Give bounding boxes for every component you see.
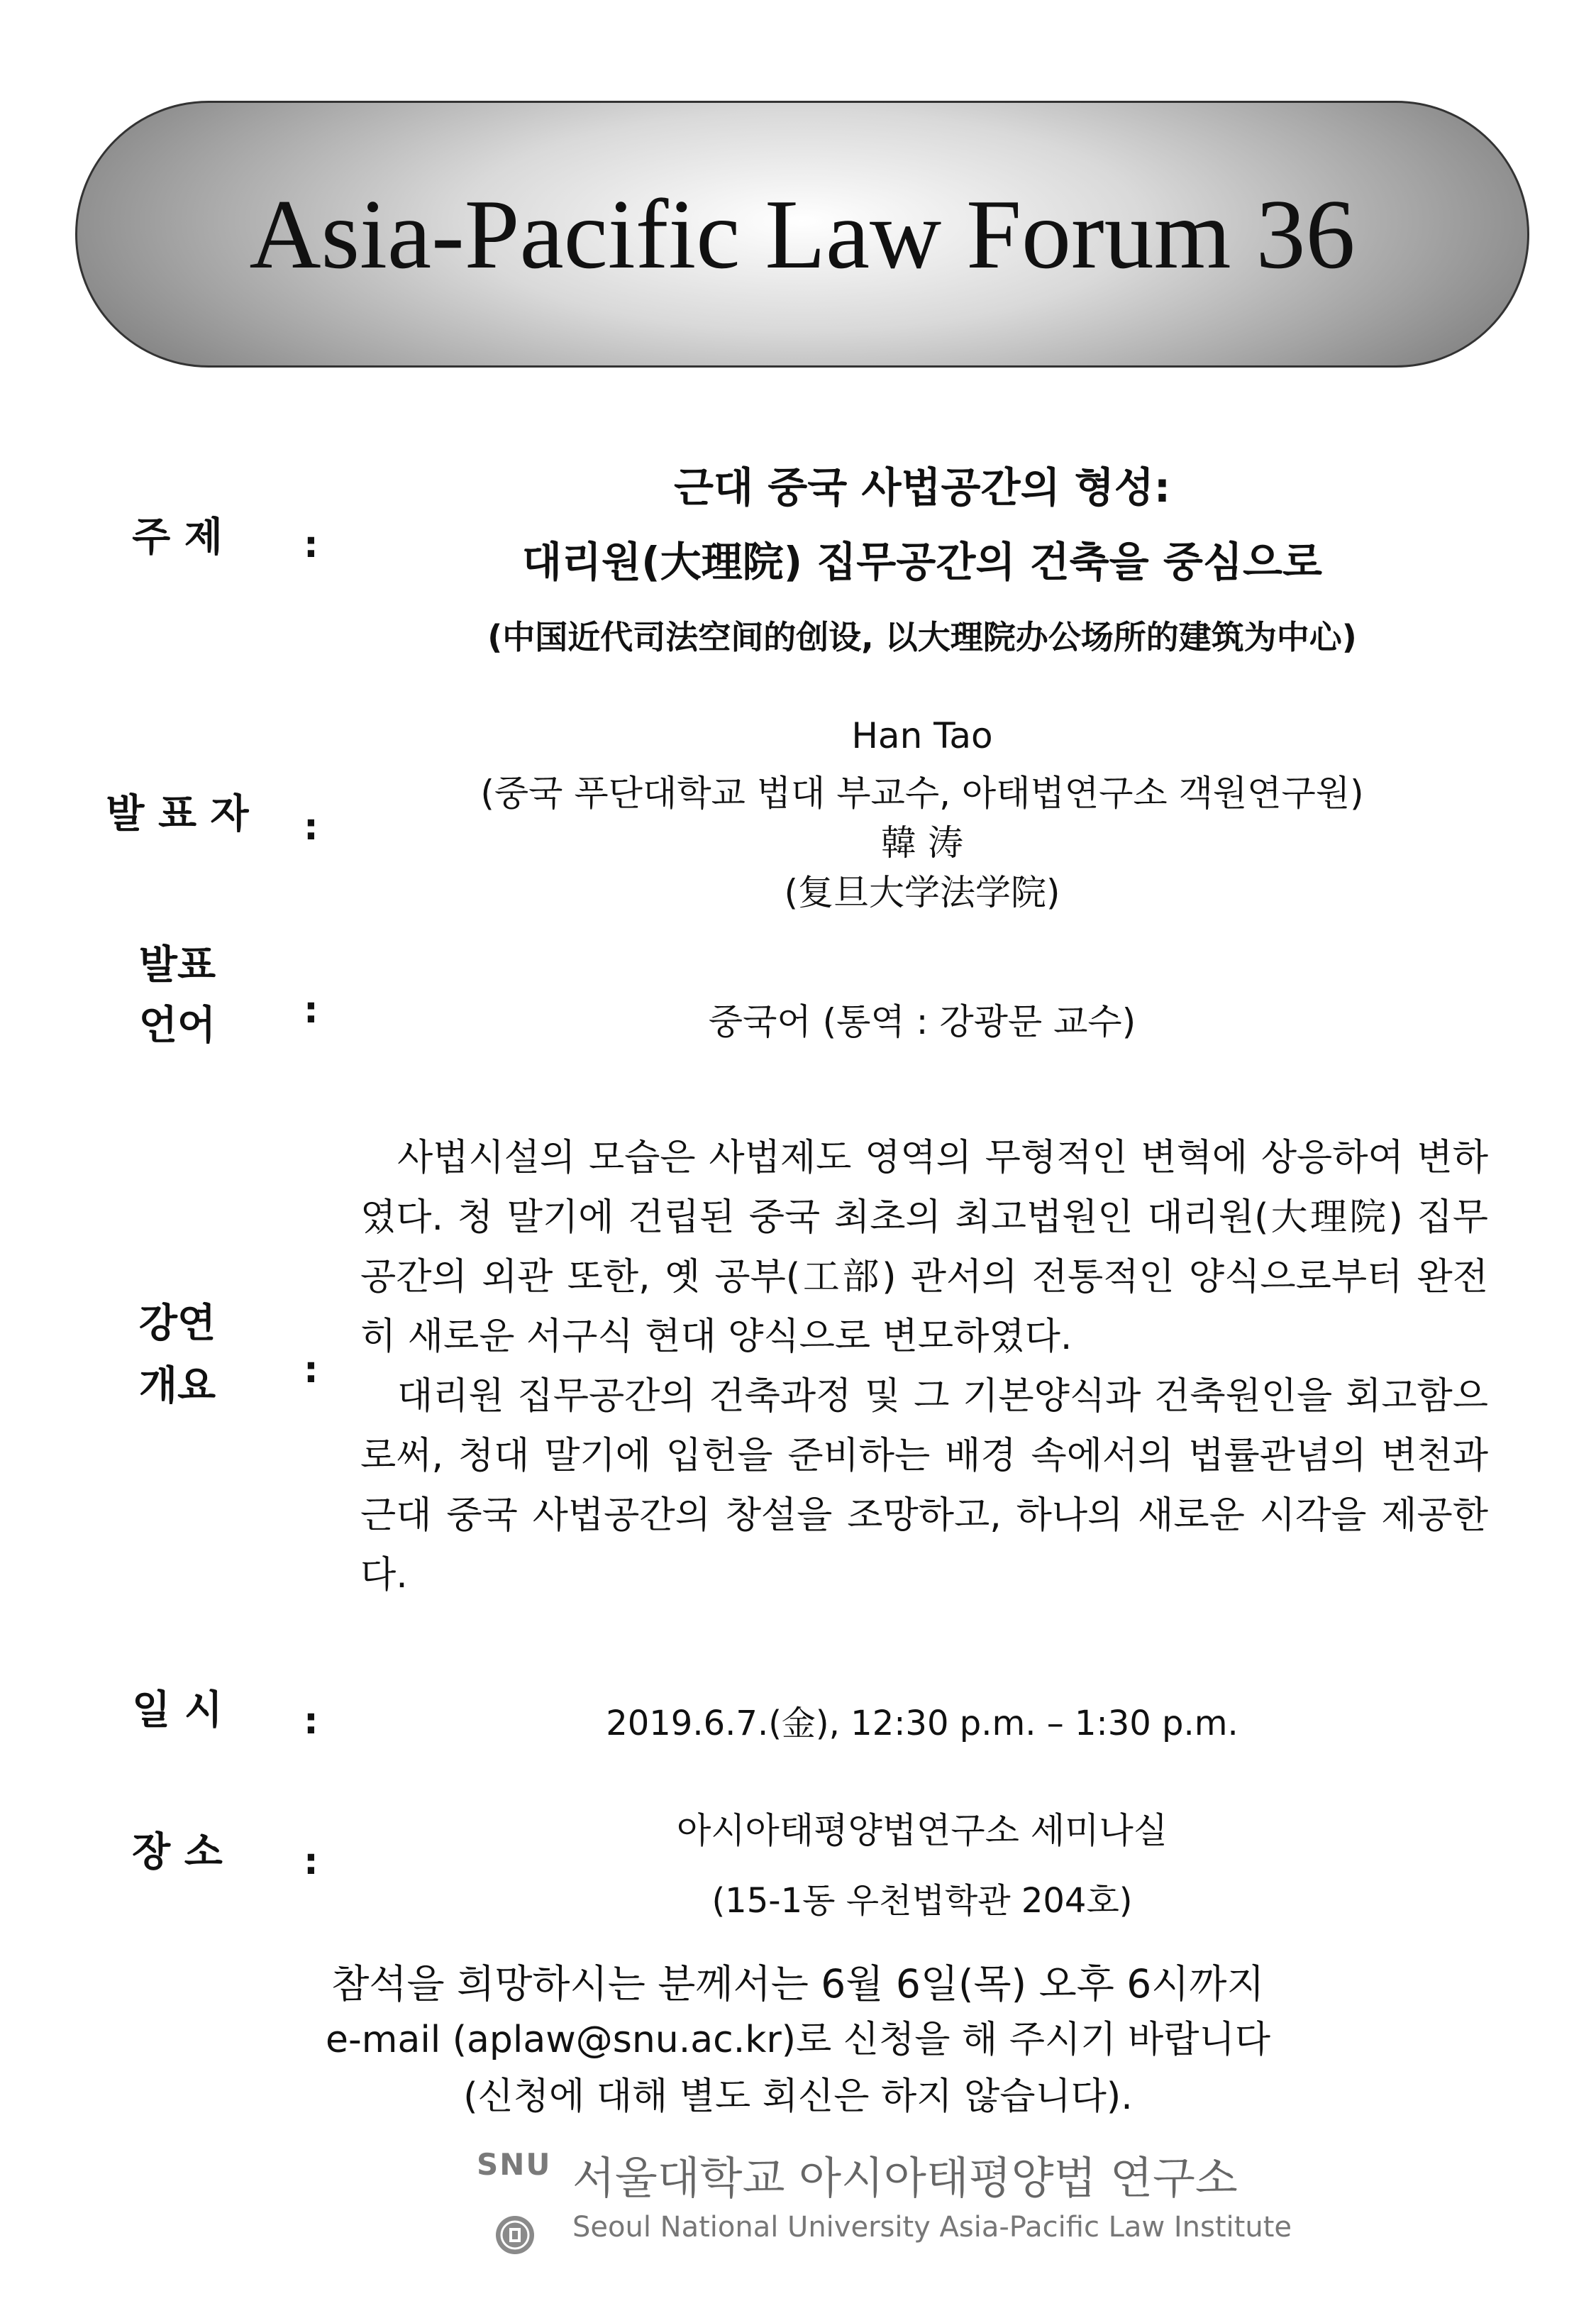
venue-room: 아시아태평양법연구소 세미나실 [676, 1810, 1168, 1851]
forum-title: Asia-Pacific Law Forum 36 [249, 180, 1356, 289]
date-value: 2019.6.7.(金), 12:30 p.m. – 1:30 p.m. [606, 1704, 1238, 1743]
abstract-text [360, 1128, 1488, 1605]
notice-line3: (신청에 대해 별도 회신은 하지 않습니다). [463, 2075, 1133, 2118]
date-colon: : [304, 1700, 318, 1743]
abstract-paragraph-2: 대리원 집무공간의 건축과정 및 그 기본양식과 건축원인을 회고함으로써, 청대 말기에 입헌을 준비하는 배경 속에서의 법률관념의 변천과 근대 중국 사법공간의 창설을 조망하고, 하나의 새로운 시각을 제공한다. [360, 1375, 1488, 1596]
language-value: 중국어 (통역 : 강광문 교수) [708, 1001, 1136, 1042]
university-seal-icon [494, 2214, 536, 2256]
topic-colon: : [304, 524, 318, 566]
speaker-affiliation-korean: (중국 푸단대학교 법대 부교수, 아태법연구소 객원연구원) [480, 773, 1364, 814]
institute-logo [477, 2143, 1292, 2256]
institute-name-english: Seoul National University Asia-Pacific Law Institute [572, 2211, 1292, 2244]
title-banner [75, 101, 1529, 368]
topic-label: 주 제 [132, 514, 223, 561]
institute-name-korean: 서울대학교 아시아태평양법 연구소 [572, 2152, 1238, 2204]
topic-title-chinese: (中国近代司法空间的创设, 以大理院办公场所的建筑为中心) [487, 618, 1357, 656]
language-colon: : [304, 989, 318, 1032]
speaker-colon: : [304, 806, 318, 849]
topic-title-line1: 근대 중국 사법공간의 형성: [673, 463, 1171, 512]
topic-title-line2: 대리원(大理院) 집무공간의 건축을 중심으로 [521, 538, 1322, 586]
speaker-name-chinese: 韓 涛 [881, 822, 963, 864]
speaker-name-english: Han Tao [851, 715, 993, 756]
abstract-colon: : [304, 1349, 318, 1391]
speaker-affiliation-chinese: (复旦大学法学院) [784, 872, 1060, 913]
notice-line2: e-mail (aplaw@snu.ac.kr)로 신청을 해 주시기 바랍니다 [326, 2019, 1270, 2061]
venue-building: (15-1동 우천법학관 204호) [711, 1881, 1133, 1921]
date-label: 일 시 [132, 1687, 223, 1733]
snu-mark: SNU [477, 2147, 552, 2182]
abstract-label-line1: 강연 [138, 1301, 216, 1347]
abstract-paragraph-1: 사법시설의 모습은 사법제도 영역의 무형적인 변혁에 상응하여 변하였다. 청 말기에 건립된 중국 최초의 최고법원인 대리원(大理院) 집무공간의 외관 또한, 옛 공부(工部) 관서의 전통적인 양식으로부터 완전히 새로운 서구식 현대 양식으로 변모하였다. [360, 1137, 1488, 1358]
abstract-label-line2: 개요 [138, 1363, 216, 1409]
venue-colon: : [304, 1841, 318, 1883]
speaker-label: 발 표 자 [106, 791, 249, 837]
language-label-line2: 언어 [138, 1003, 216, 1049]
venue-label: 장 소 [132, 1829, 223, 1875]
notice-line1: 참석을 희망하시는 분께서는 6월 6일(목) 오후 6시까지 [331, 1961, 1265, 2007]
language-label-line1: 발표 [138, 942, 216, 988]
